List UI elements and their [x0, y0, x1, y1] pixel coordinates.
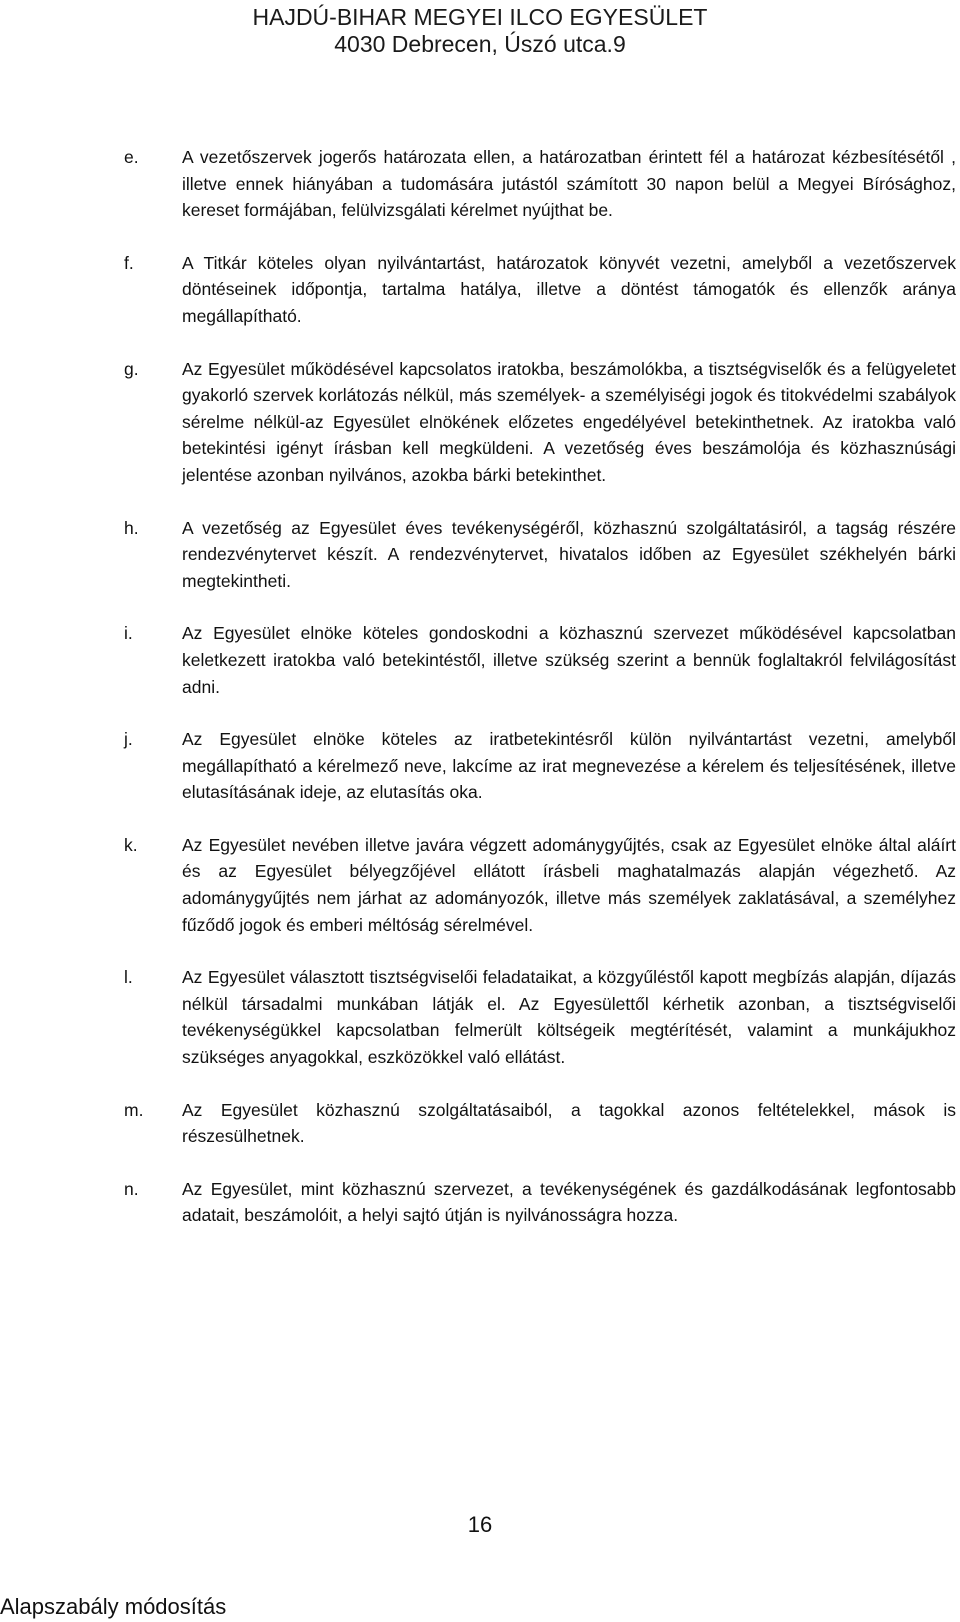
clause-n — [124, 1176, 956, 1229]
clause-text: Az Egyesület működésével kapcsolatos iratokba, beszámolókba, a tisztségviselők és a felügyeletet gyakorló szervek korlátozás nélkül, más személyek- a személyiségi jogok és titokvédelmi szabályok sérelme nélkül-az Egyesület elnökének előzetes engedélyével betekinthetnek. Az iratokba való betekintési igényt írásban kell megküldeni. A vezetőség éves beszámolója és közhasznúsági jelentése azonban nyilvános, azokba bárki betekinthet. — [182, 358, 956, 485]
clause-text: Az Egyesület elnöke köteles az iratbetekintésről külön nyilvántartást vezetni, amelyből megállapítható a kérelmező neve, lakcíme az irat megnevezése a kérelem és teljesítésének, illetve elutasításának ideje, az elutasítás oka. — [182, 729, 956, 803]
clause-letter: l. — [124, 967, 133, 988]
clause-text: A Titkár köteles olyan nyilvántartást, határozatok könyvét vezetni, amelyből a vezetőszervek döntéseinek időpontja, tartalma hatálya, illetve a döntést támogatók és ellenzők aránya megállapítható. — [182, 252, 956, 326]
clause-text: Az Egyesület, mint közhasznú szervezet, a tevékenységének és gazdálkodásának legfontosabb adatait, beszámolóit, a helyi sajtó útján is nyilvánosságra hozza. — [182, 1178, 956, 1226]
clause-h — [124, 515, 956, 595]
clause-e — [124, 144, 956, 224]
clause-j — [124, 726, 956, 806]
clause-letter: m. — [124, 1099, 144, 1120]
organization-name: HAJDÚ-BIHAR MEGYEI ILCO EGYESÜLET — [252, 4, 708, 30]
clause-text: Az Egyesület nevében illetve javára végzett adománygyűjtés, csak az Egyesület elnöke által aláírt és az Egyesület bélyegzőjével ellátott írásbeli maghatalmazás alapján végezhető. Az adománygyűjtés nem járhat az adományozók, illetve más személyek zaklatásával, a személyhez fűződő jogok és emberi méltóság sérelmével. — [182, 834, 956, 935]
clause-g — [124, 356, 956, 489]
clause-letter: f. — [124, 252, 134, 273]
clause-k — [124, 832, 956, 938]
page-header — [0, 4, 960, 58]
footer-document-title: Alapszabály módosítás — [0, 1594, 227, 1619]
clause-list — [124, 144, 956, 1255]
clause-letter: e. — [124, 147, 139, 167]
clause-f — [124, 250, 956, 330]
clause-l — [124, 964, 956, 1070]
clause-letter: n. — [124, 1178, 139, 1199]
clause-letter: h. — [124, 517, 139, 538]
page-number: 16 — [467, 1512, 493, 1537]
clause-letter: j. — [124, 729, 133, 750]
clause-letter: i. — [124, 623, 133, 644]
organization-address: 4030 Debrecen, Úszó utca.9 — [334, 31, 626, 57]
clause-text: A vezetőszervek jogerős határozata ellen, a határozatban érintett fél a határozat kézbesítésétől , illetve ennek hiányában a tudomására jutástól számított 30 napon belül a Megyei Bírósághoz, kereset formájában, felülvizsgálati kérelmet nyújthat be. — [182, 147, 956, 221]
clause-text: A vezetőség az Egyesület éves tevékenységéről, közhasznú szolgáltatásiról, a tagság részére rendezvénytervet készít. A rendezvénytervet, hivatalos időben az Egyesület székhelyén bárki megtekintheti. — [182, 517, 956, 591]
clause-letter: k. — [124, 834, 138, 855]
clause-m — [124, 1097, 956, 1150]
clause-text: Az Egyesület választott tisztségviselői feladataikat, a közgyűléstől kapott megbízás alapján, díjazás nélkül társadalmi munkában látják el. Az Egyesülettől kérhetik azonban, a tisztségviselői tevékenységükkel kapcsolatban felmerült költségeik megtérítését, valamint a munkájukhoz szükséges anyagokkal, eszközökkel való ellátást. — [182, 967, 956, 1068]
clause-i — [124, 620, 956, 700]
clause-text: Az Egyesület elnöke köteles gondoskodni a közhasznú szervezet működésével kapcsolatban keletkezett iratokba való betekintéstől, illetve szükség szerint a bennük foglaltakról felvilágosítást adni. — [182, 623, 956, 697]
clause-letter: g. — [124, 358, 139, 379]
clause-text: Az Egyesület közhasznú szolgáltatásaiból, a tagokkal azonos feltételekkel, mások is részesülhetnek. — [182, 1099, 956, 1147]
